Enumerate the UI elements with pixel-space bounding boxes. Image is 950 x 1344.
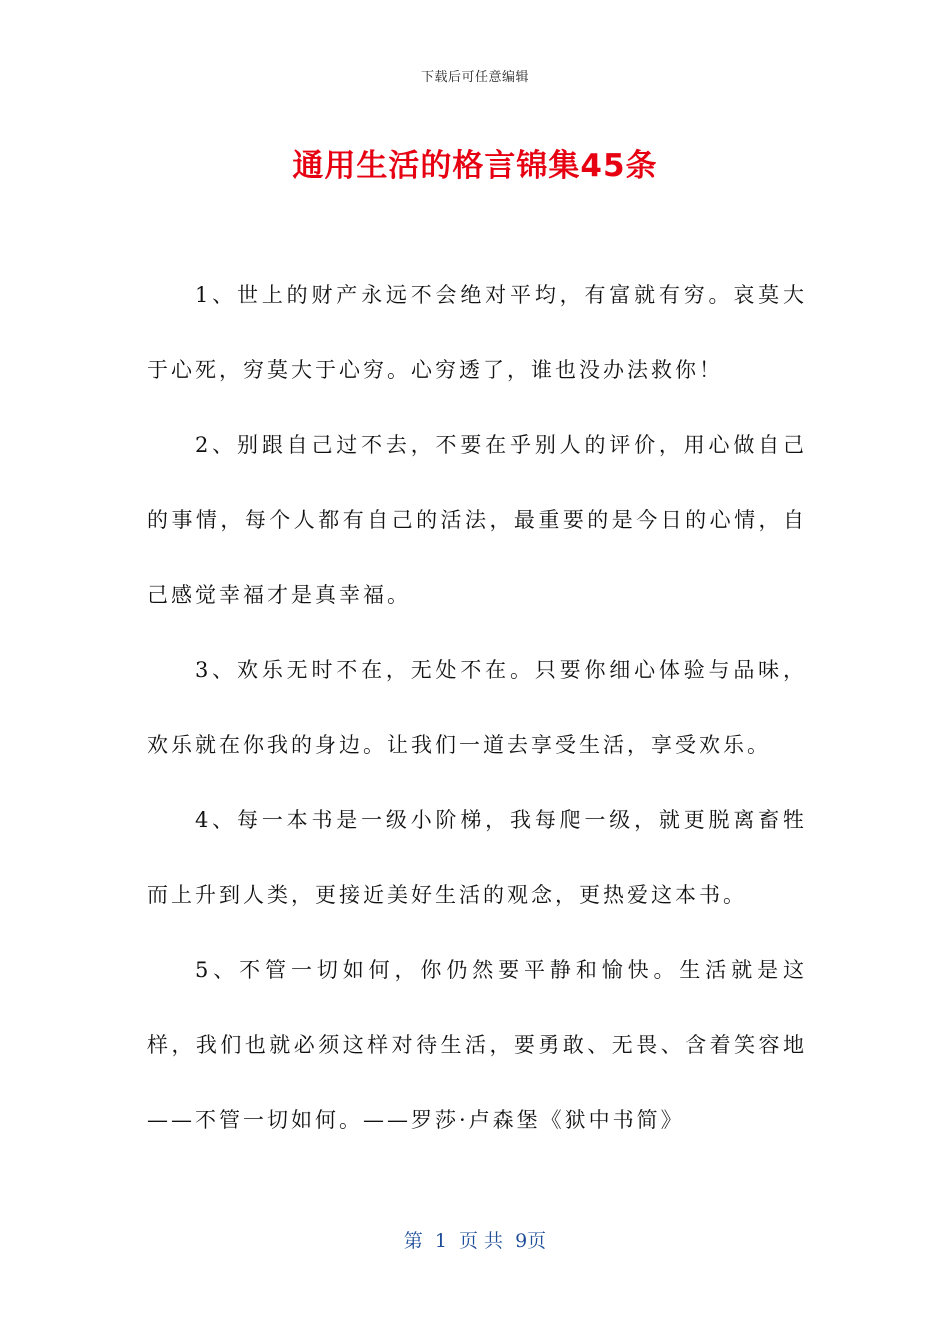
page-prefix: 第 [403, 1230, 423, 1252]
paragraph-3: 3、欢乐无时不在，无处不在。只要你细心体验与品味，欢乐就在你我的身边。让我们一道去享受生活，享受欢乐。 [147, 658, 807, 757]
document-body [147, 258, 807, 1158]
paragraph-2: 2、别跟自己过不去，不要在乎别人的评价，用心做自己的事情，每个人都有自己的活法，最重要的是今日的心情，自己感觉幸福才是真幸福。 [147, 433, 807, 607]
page-total: 9页 [515, 1230, 547, 1252]
page-current: 1 [434, 1230, 447, 1252]
header-note: 下载后可任意编辑 [420, 70, 529, 85]
paragraph-4: 4、每一本书是一级小阶梯，我每爬一级，就更脱离畜牲而上升到人类，更接近美好生活的观念，更热爱这本书。 [147, 808, 807, 907]
page-footer [0, 1226, 950, 1253]
document-title: 通用生活的格言锦集45条 [292, 148, 658, 184]
page-mid: 页 共 [459, 1230, 504, 1252]
paragraph-1: 1、世上的财产永远不会绝对平均，有富就有穷。哀莫大于心死，穷莫大于心穷。心穷透了，谁也没办法救你！ [147, 283, 807, 382]
paragraph-5: 5、不管一切如何，你仍然要平静和愉快。生活就是这样，我们也就必须这样对待生活，要勇敢、无畏、含着笑容地——不管一切如何。——罗莎·卢森堡《狱中书简》 [147, 958, 807, 1132]
